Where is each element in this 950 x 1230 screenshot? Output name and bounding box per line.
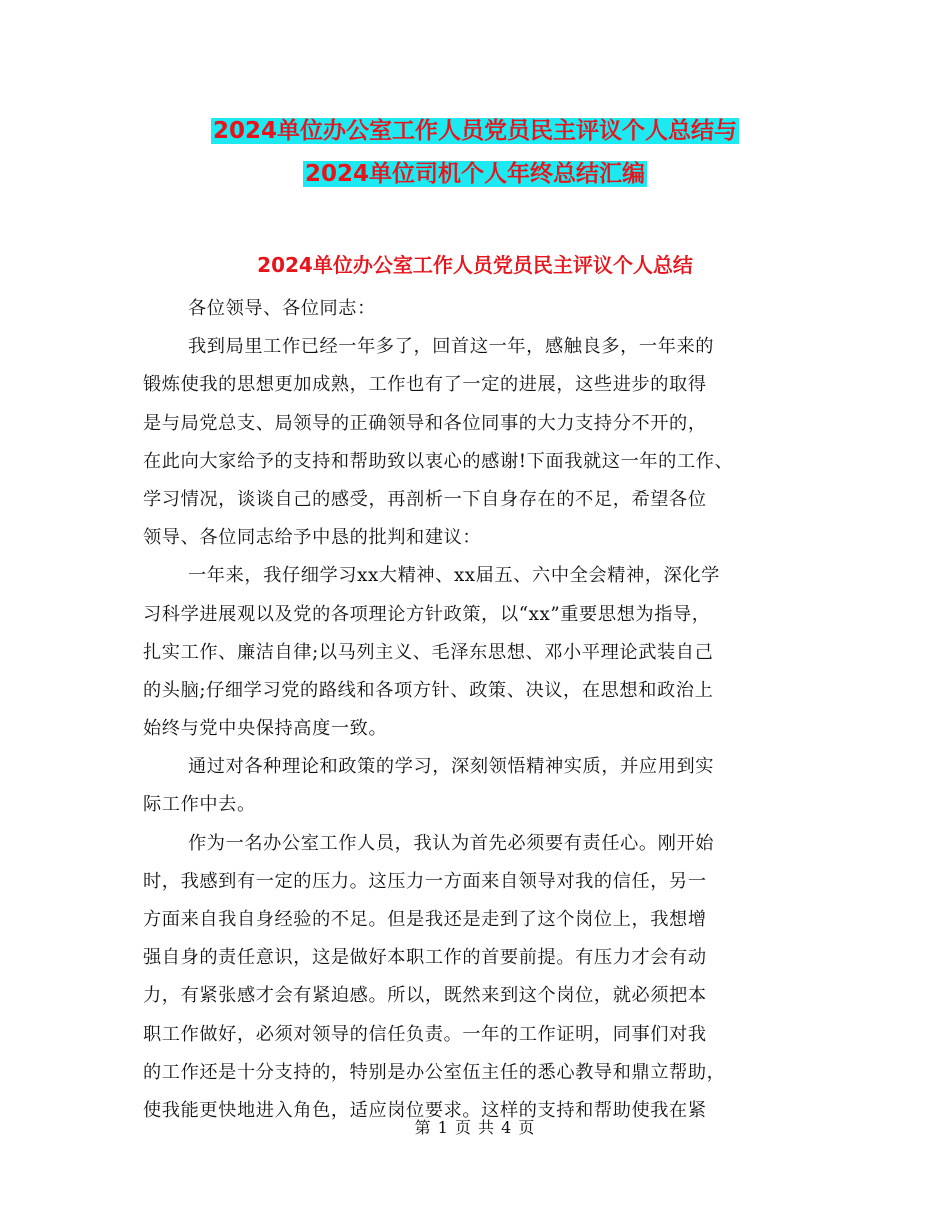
body-line: 学习情况，谈谈自己的感受，再剖析一下自身存在的不足，希望各位 [143, 488, 707, 510]
body-line: 的头脑;仔细学习党的路线和各项方针、政策、决议，在思想和政治上 [143, 679, 714, 701]
body-line: 时，我感到有一定的压力。这压力一方面来自领导对我的信任，另一 [143, 870, 707, 892]
body-line: 际工作中去。 [143, 794, 256, 816]
body-line: 的工作还是十分支持的，特别是办公室伍主任的悉心教导和鼎立帮助， [143, 1061, 726, 1083]
body-line: 我到局里工作已经一年多了，回首这一年，感触良多，一年来的 [188, 336, 715, 358]
body-line: 作为一名办公室工作人员，我认为首先必须要有责任心。刚开始 [188, 832, 715, 854]
body-line: 通过对各种理论和政策的学习，深刻领悟精神实质，并应用到实 [188, 756, 715, 778]
body-line: 使我能更快地进入角色，适应岗位要求。这样的支持和帮助使我在紧 [143, 1099, 707, 1121]
body-line: 一年来，我仔细学习xx大精神、xx届五、六中全会精神，深化学 [188, 565, 720, 587]
body-line: 始终与党中央保持高度一致。 [143, 718, 388, 740]
main-title-line-1 [0, 112, 950, 150]
body-line: 职工作做好，必须对领导的信任负责。一年的工作证明，同事们对我 [143, 1023, 707, 1045]
main-title-line-2 [0, 155, 950, 193]
body-text [143, 290, 808, 1130]
body-line: 强自身的责任意识，这是做好本职工作的首要前提。有压力才会有动 [143, 947, 707, 969]
page-footer: 第 1 页 共 4 页 [414, 1118, 536, 1137]
body-line: 力，有紧张感才会有紧迫感。所以，既然来到这个岗位，就必须把本 [143, 985, 707, 1007]
body-line: 各位领导、各位同志： [188, 298, 376, 319]
body-line: 在此向大家给予的支持和帮助致以衷心的感谢!下面我就这一年的工作、 [143, 450, 734, 472]
body-line: 锻炼使我的思想更加成熟，工作也有了一定的进展，这些进步的取得 [143, 374, 707, 396]
body-line: 领导、各位同志给予中恳的批判和建议： [143, 527, 482, 549]
body-line: 是与局党总支、局领导的正确领导和各位同事的大力支持分不开的， [143, 412, 707, 434]
section-title: 2024单位办公室工作人员党员民主评议个人总结 [257, 253, 693, 277]
main-title-line-1-text: 2024单位办公室工作人员党员民主评议个人总结与 [212, 118, 737, 144]
body-line: 方面来自我自身经验的不足。但是我还是走到了这个岗位上，我想增 [143, 909, 707, 930]
body-line: 习科学进展观以及党的各项理论方针政策，以“xx”重要思想为指导， [143, 603, 711, 625]
main-title-line-2-text: 2024单位司机个人年终总结汇编 [304, 161, 645, 187]
body-line: 扎实工作、廉洁自律;以马列主义、毛泽东思想、邓小平理论武装自己 [143, 641, 714, 663]
